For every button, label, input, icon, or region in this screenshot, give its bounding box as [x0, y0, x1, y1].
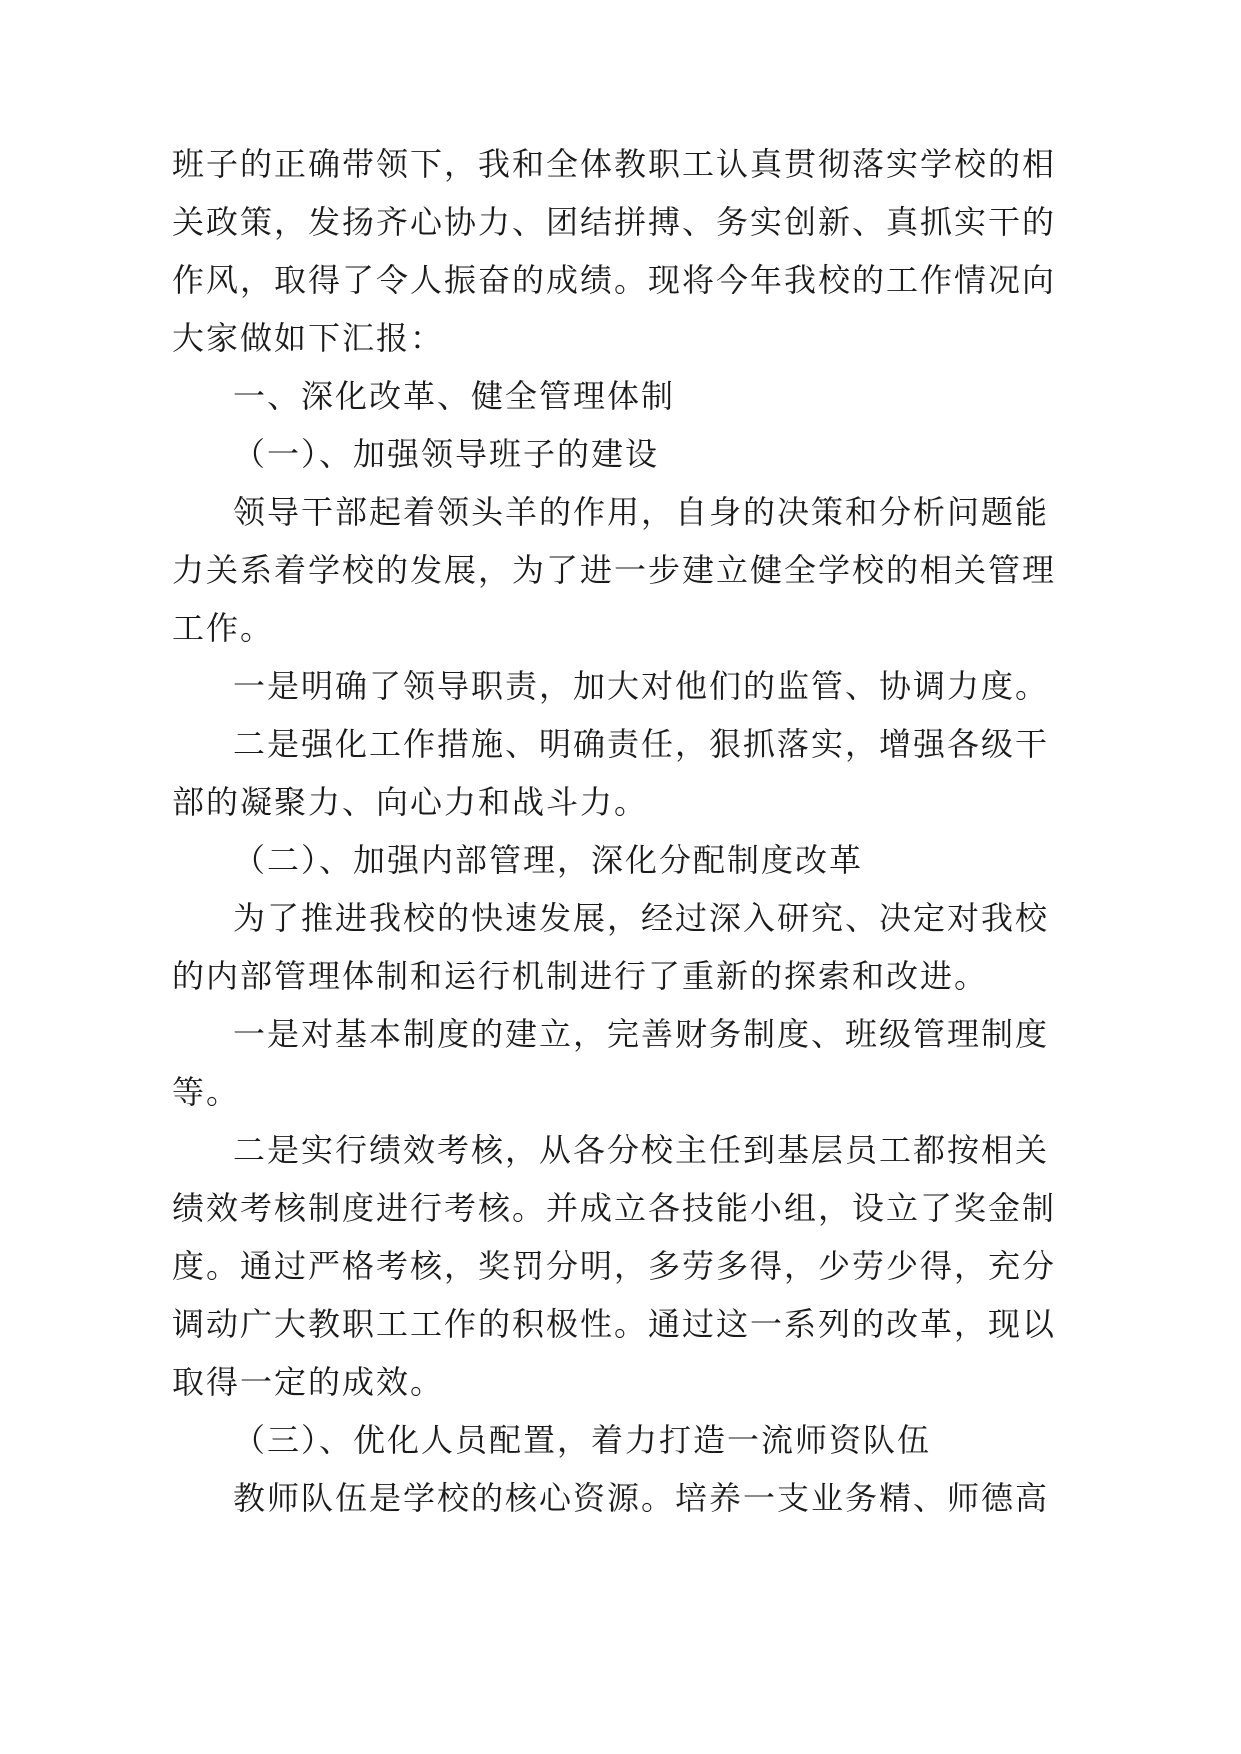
text-line-1: 班子的正确带领下，我和全体教职工认真贯彻落实学校的相 — [172, 145, 1057, 183]
text-line-12: 部的凝聚力、向心力和战斗力。 — [172, 783, 649, 821]
text-line-3: 作风，取得了令人振奋的成绩。现将今年我校的工作情况向 — [172, 261, 1057, 299]
text-line-20: 度。通过严格考核，奖罚分明，多劳多得，少劳少得，充分 — [172, 1247, 1057, 1285]
text-line-11: 二是强化工作措施、明确责任，狠抓落实，增强各级干 — [233, 725, 1050, 763]
text-line-21: 调动广大教职工工作的积极性。通过这一系列的改革，现以 — [172, 1305, 1057, 1343]
text-line-2: 关政策，发扬齐心协力、团结拼搏、务实创新、真抓实干的 — [172, 203, 1057, 241]
section-heading-1: 一、深化改革、健全管理体制 — [233, 377, 676, 415]
text-line-7: 领导干部起着领头羊的作用，自身的决策和分析问题能 — [233, 493, 1050, 531]
subsection-heading-1: （一）、加强领导班子的建设 — [233, 435, 660, 473]
subsection-heading-2: （二）、加强内部管理，深化分配制度改革 — [233, 841, 864, 879]
text-line-16: 一是对基本制度的建立，完善财务制度、班级管理制度 — [233, 1015, 1050, 1053]
text-line-10: 一是明确了领导职责，加大对他们的监管、协调力度。 — [233, 667, 1050, 705]
text-line-17: 等。 — [172, 1073, 241, 1111]
text-line-9: 工作。 — [172, 609, 275, 647]
text-line-18: 二是实行绩效考核，从各分校主任到基层员工都按相关 — [233, 1131, 1050, 1169]
text-line-15: 的内部管理体制和运行机制进行了重新的探索和改进。 — [172, 957, 989, 995]
text-line-24: 教师队伍是学校的核心资源。培养一支业务精、师德高 — [233, 1479, 1050, 1517]
text-line-8: 力关系着学校的发展，为了进一步建立健全学校的相关管理 — [172, 551, 1057, 589]
text-line-19: 绩效考核制度进行考核。并成立各技能小组，设立了奖金制 — [172, 1189, 1057, 1227]
text-line-14: 为了推进我校的快速发展，经过深入研究、决定对我校 — [233, 899, 1050, 937]
subsection-heading-3: （三）、优化人员配置，着力打造一流师资队伍 — [233, 1421, 932, 1459]
text-line-4: 大家做如下汇报： — [172, 319, 445, 357]
text-line-22: 取得一定的成效。 — [172, 1363, 445, 1401]
